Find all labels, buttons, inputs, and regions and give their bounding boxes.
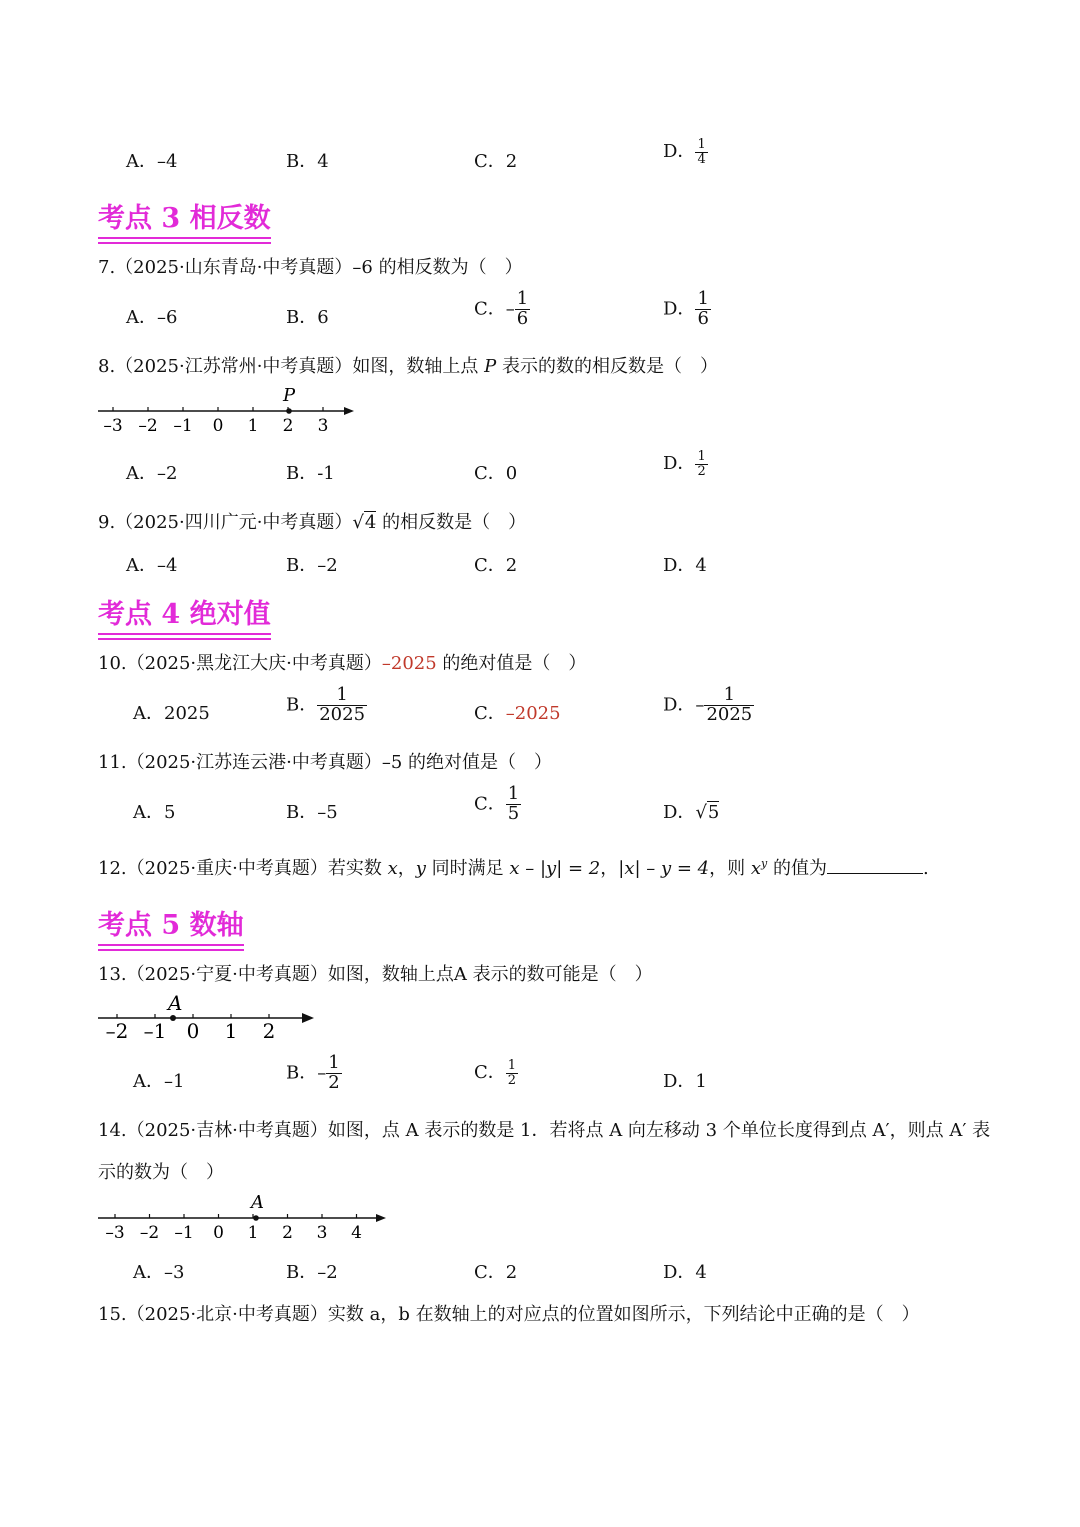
- q13-point-label: A: [168, 992, 183, 1015]
- axis-tick-label: 2: [282, 1223, 293, 1243]
- q14-point-a: [253, 1215, 259, 1221]
- q10-option-d: D．– $\frac{1}{2025}$: [663, 684, 753, 725]
- q14-point-label: A: [251, 1192, 264, 1213]
- q14-number-line: [96, 1190, 396, 1246]
- axis-tick-label: 2: [282, 416, 294, 436]
- question-15: 15.（2025·北京·中考真题）实数 a，b 在数轴上的对应点的位置如图所示，下列结论中正确的是（ ）: [98, 1304, 920, 1325]
- axis-tick-label: 0: [212, 416, 224, 436]
- question-11: 11.（2025·江苏连云港·中考真题）–5 的绝对值是（ ）: [98, 752, 553, 773]
- q13-option-d: D．1: [663, 1071, 707, 1092]
- axis-tick-label: –2: [105, 1019, 129, 1043]
- question-14-line-2: 示的数为（ ）: [98, 1162, 224, 1183]
- q10-option-c: C．–2025: [474, 703, 561, 724]
- q9-option-a: A．–4: [126, 555, 178, 576]
- q8-point-p: [286, 408, 292, 414]
- section-heading-5: 考点 5 数轴: [98, 903, 244, 946]
- q6-option-d: D． $\frac{1}{4}$: [663, 136, 706, 167]
- question-13: 13.（2025·宁夏·中考真题）如图，数轴上点A 表示的数可能是（ ）: [98, 964, 653, 985]
- axis-tick-label: 4: [351, 1223, 362, 1243]
- q13-option-b: B．– $\frac{1}{2}$: [286, 1052, 340, 1093]
- q6-option-b: B．4: [286, 151, 329, 172]
- axis-tick-label: 1: [224, 1019, 238, 1043]
- axis-tick-label: 3: [316, 1223, 328, 1243]
- q7-option-d: D． $\frac{1}{6}$: [663, 288, 709, 329]
- q8-number-line: [96, 383, 366, 439]
- q7-option-b: B．6: [286, 307, 329, 328]
- q9-option-d: D．4: [663, 555, 707, 576]
- question-10: 10.（2025·黑龙江大庆·中考真题）–2025 的绝对值是（ ）: [98, 653, 587, 674]
- axis-tick-label: 2: [262, 1019, 276, 1043]
- sqrt-symbol: √: [695, 802, 707, 823]
- q8-option-a: A．–2: [126, 463, 178, 484]
- question-8: 8.（2025·江苏常州·中考真题）如图，数轴上点 P 表示的数的相反数是（ ）: [98, 356, 719, 377]
- equation-1: x – |y| = 2: [509, 858, 601, 879]
- axis-tick-label: –1: [173, 416, 193, 436]
- q14-option-a: A．–3: [133, 1262, 185, 1283]
- q14-option-c: C．2: [474, 1262, 518, 1283]
- q9-option-c: C．2: [474, 555, 518, 576]
- question-9: 9.（2025·四川广元·中考真题）√4 的相反数是（ ）: [98, 512, 527, 533]
- q11-option-c: C． $\frac{1}{5}$: [474, 783, 520, 824]
- q13-point-a: [170, 1015, 176, 1021]
- axis-tick-label: 1: [247, 416, 259, 436]
- axis-tick-label: –1: [174, 1223, 194, 1243]
- q9-option-b: B．–2: [286, 555, 338, 576]
- equation-2: |x| – y = 4: [618, 858, 710, 879]
- q11-option-b: B．–5: [286, 802, 338, 823]
- axis-tick-label: 0: [186, 1019, 200, 1043]
- q6-option-c: C．2: [474, 151, 518, 172]
- q8-option-c: C．0: [474, 463, 518, 484]
- q10-option-b: B． $\frac{1}{2025}$: [286, 684, 366, 725]
- q14-option-b: B．–2: [286, 1262, 338, 1283]
- axis-tick-label: –2: [139, 1223, 160, 1243]
- q6-option-a: A．–4: [126, 151, 178, 172]
- section-heading-4: 考点 4 绝对值: [98, 592, 271, 635]
- question-7: 7.（2025·山东青岛·中考真题）–6 的相反数为（ ）: [98, 257, 523, 278]
- q10-option-a: A．2025: [133, 703, 210, 724]
- q11-option-a: A．5: [133, 802, 176, 823]
- q7-option-c: C．– $\frac{1}{6}$: [474, 288, 529, 329]
- q7-option-a: A．–6: [126, 307, 178, 328]
- q13-number-line: [96, 992, 326, 1046]
- axis-tick-label: 1: [247, 1223, 259, 1243]
- q8-point-label: P: [283, 385, 296, 406]
- answer-blank: [827, 873, 923, 874]
- q14-option-d: D．4: [663, 1262, 707, 1283]
- question-14-line-1: 14.（2025·吉林·中考真题）如图，点 A 表示的数是 1．若将点 A 向左移动 3 个单位长度得到点 A′，则点 A′ 表: [98, 1120, 991, 1141]
- sqrt-symbol: √: [352, 512, 364, 533]
- q8-option-b: B．-1: [286, 463, 335, 484]
- q11-option-d: D．√5: [663, 802, 720, 823]
- axis-tick-label: –3: [103, 416, 123, 436]
- q13-option-c: C． $\frac{1}{2}$: [474, 1057, 517, 1088]
- axis-tick-label: 0: [213, 1223, 224, 1243]
- question-12: 12.（2025·重庆·中考真题）若实数 x，y 同时满足 x – |y| = 2，|x| – y = 4，则 $x^y$ 的值为 .: [98, 857, 929, 879]
- q13-option-a: A．–1: [133, 1071, 185, 1092]
- section-heading-3: 考点 3 相反数: [98, 196, 271, 239]
- q8-option-d: D． $\frac{1}{2}$: [663, 448, 706, 479]
- axis-tick-label: 3: [317, 416, 329, 436]
- axis-tick-label: –2: [138, 416, 158, 436]
- axis-tick-label: –3: [105, 1223, 125, 1243]
- axis-tick-label: –1: [143, 1019, 167, 1043]
